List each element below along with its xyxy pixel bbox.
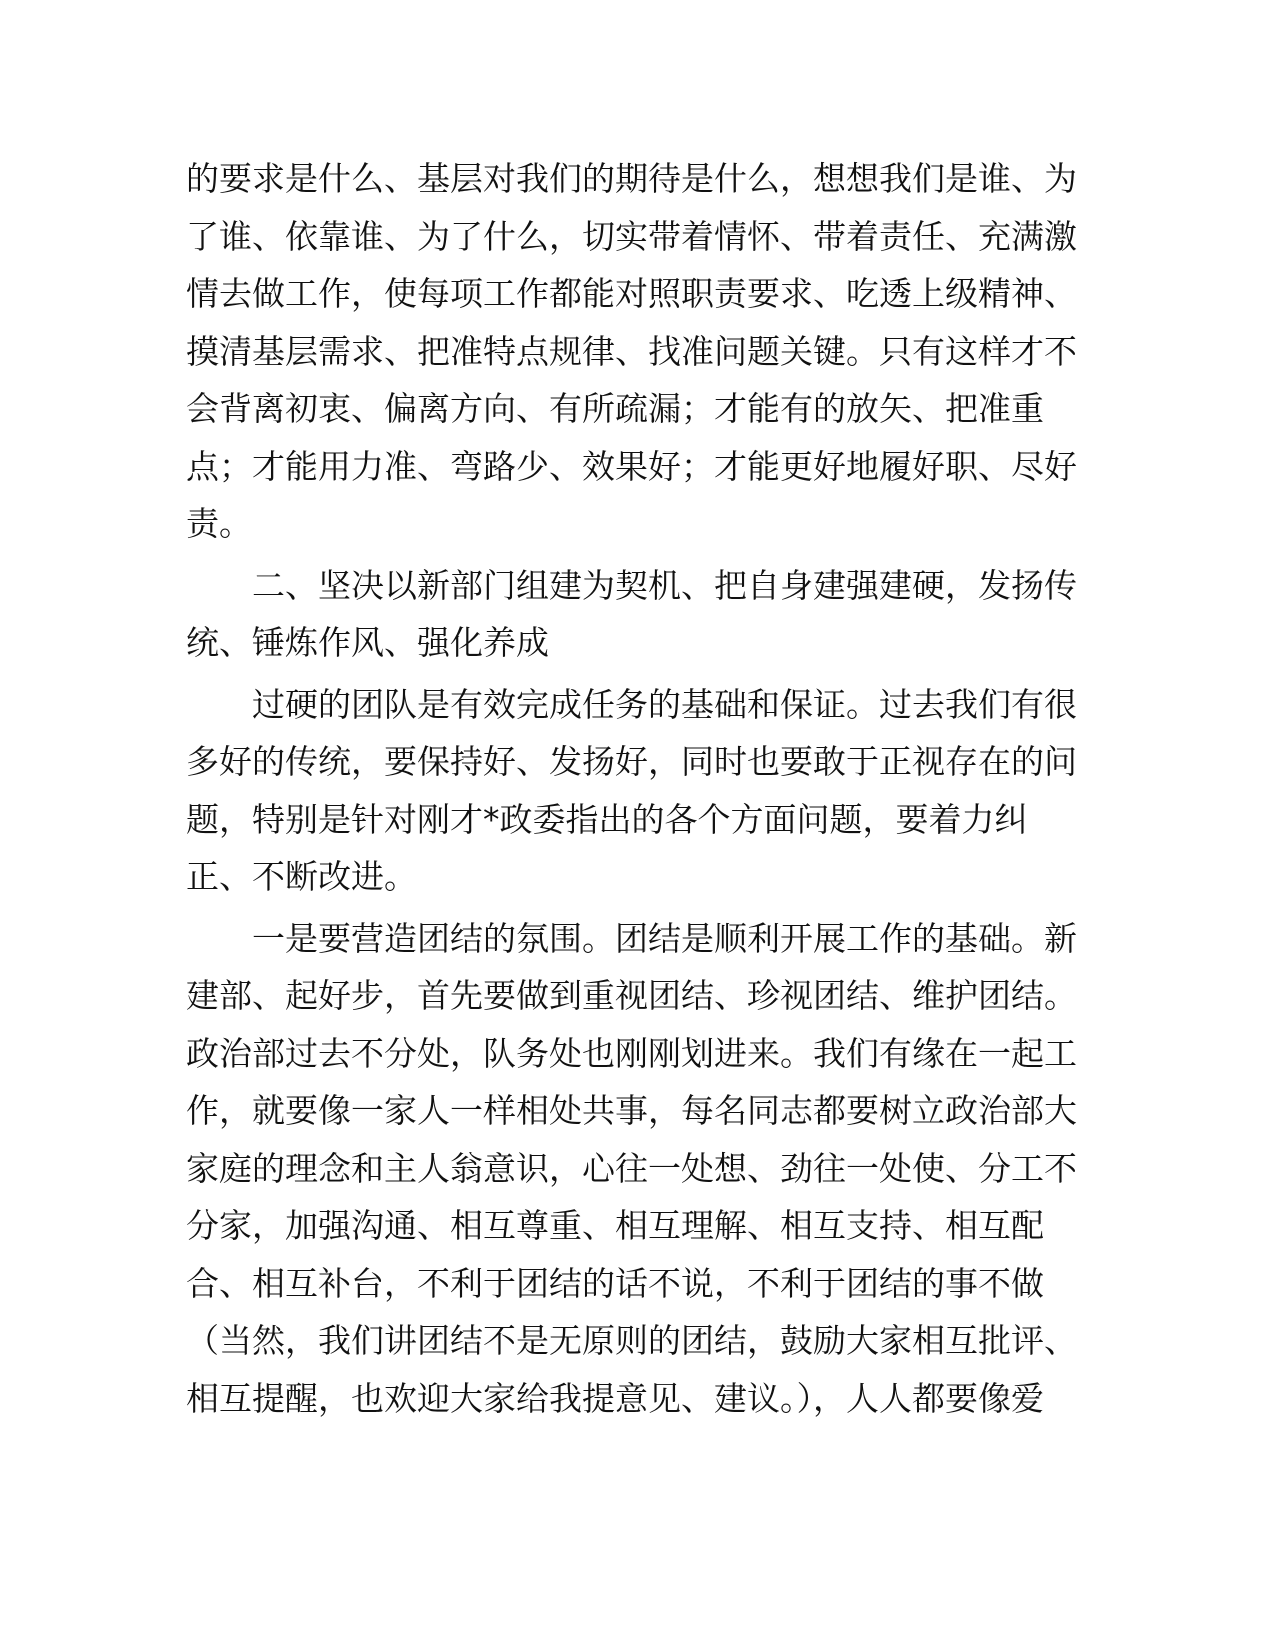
text-line: 合、相互补台，不利于团结的话不说，不利于团结的事不做 bbox=[186, 1263, 1044, 1303]
document-body bbox=[186, 150, 1088, 1427]
text-line: 会背离初衷、偏离方向、有所疏漏；才能有的放矢、把准重 bbox=[186, 389, 1044, 428]
text-line: 过硬的团队是有效完成任务的基础和保证。过去我们有很 bbox=[252, 684, 1077, 724]
text-line: 分家，加强沟通、相互尊重、相互理解、相互支持、相互配 bbox=[186, 1206, 1044, 1245]
heading-line: 统、锤炼作风、强化养成 bbox=[186, 623, 549, 662]
text-line: 题，特别是针对刚才*政委指出的各个方面问题，要着力纠 bbox=[186, 799, 1028, 839]
text-line: 政治部过去不分处，队务处也刚刚划进来。我们有缘在一起工 bbox=[186, 1033, 1077, 1073]
text-line: 情去做工作，使每项工作都能对照职责要求、吃透上级精神、 bbox=[186, 274, 1077, 313]
text-line: 一是要营造团结的氛围。团结是顺利开展工作的基础。新 bbox=[252, 918, 1077, 958]
text-line: 家庭的理念和主人翁意识，心往一处想、劲往一处使、分工不 bbox=[186, 1148, 1077, 1188]
paragraph-continued bbox=[186, 150, 1088, 553]
text-line: （当然，我们讲团结不是无原则的团结，鼓励大家相互批评、 bbox=[186, 1321, 1077, 1360]
text-line: 建部、起好步，首先要做到重视团结、珍视团结、维护团结。 bbox=[186, 976, 1077, 1015]
paragraph bbox=[186, 676, 1088, 906]
heading-line: 二、坚决以新部门组建为契机、把自身建强建硬，发扬传 bbox=[252, 565, 1077, 605]
section-heading bbox=[186, 557, 1088, 672]
text-line: 责。 bbox=[186, 504, 252, 543]
text-line: 多好的传统，要保持好、发扬好，同时也要敢于正视存在的问 bbox=[186, 742, 1077, 781]
text-line: 作，就要像一家人一样相处共事，每名同志都要树立政治部大 bbox=[186, 1091, 1077, 1130]
text-line: 摸清基层需求、把准特点规律、找准问题关键。只有这样才不 bbox=[186, 331, 1077, 371]
text-line: 的要求是什么、基层对我们的期待是什么，想想我们是谁、为 bbox=[186, 159, 1077, 198]
text-line: 了谁、依靠谁、为了什么，切实带着情怀、带着责任、充满激 bbox=[186, 216, 1077, 256]
paragraph bbox=[186, 910, 1088, 1428]
text-line: 正、不断改进。 bbox=[186, 857, 417, 896]
text-line: 相互提醒，也欢迎大家给我提意见、建议。），人人都要像爱 bbox=[186, 1378, 1044, 1418]
text-line: 点；才能用力准、弯路少、效果好；才能更好地履好职、尽好 bbox=[186, 446, 1077, 486]
